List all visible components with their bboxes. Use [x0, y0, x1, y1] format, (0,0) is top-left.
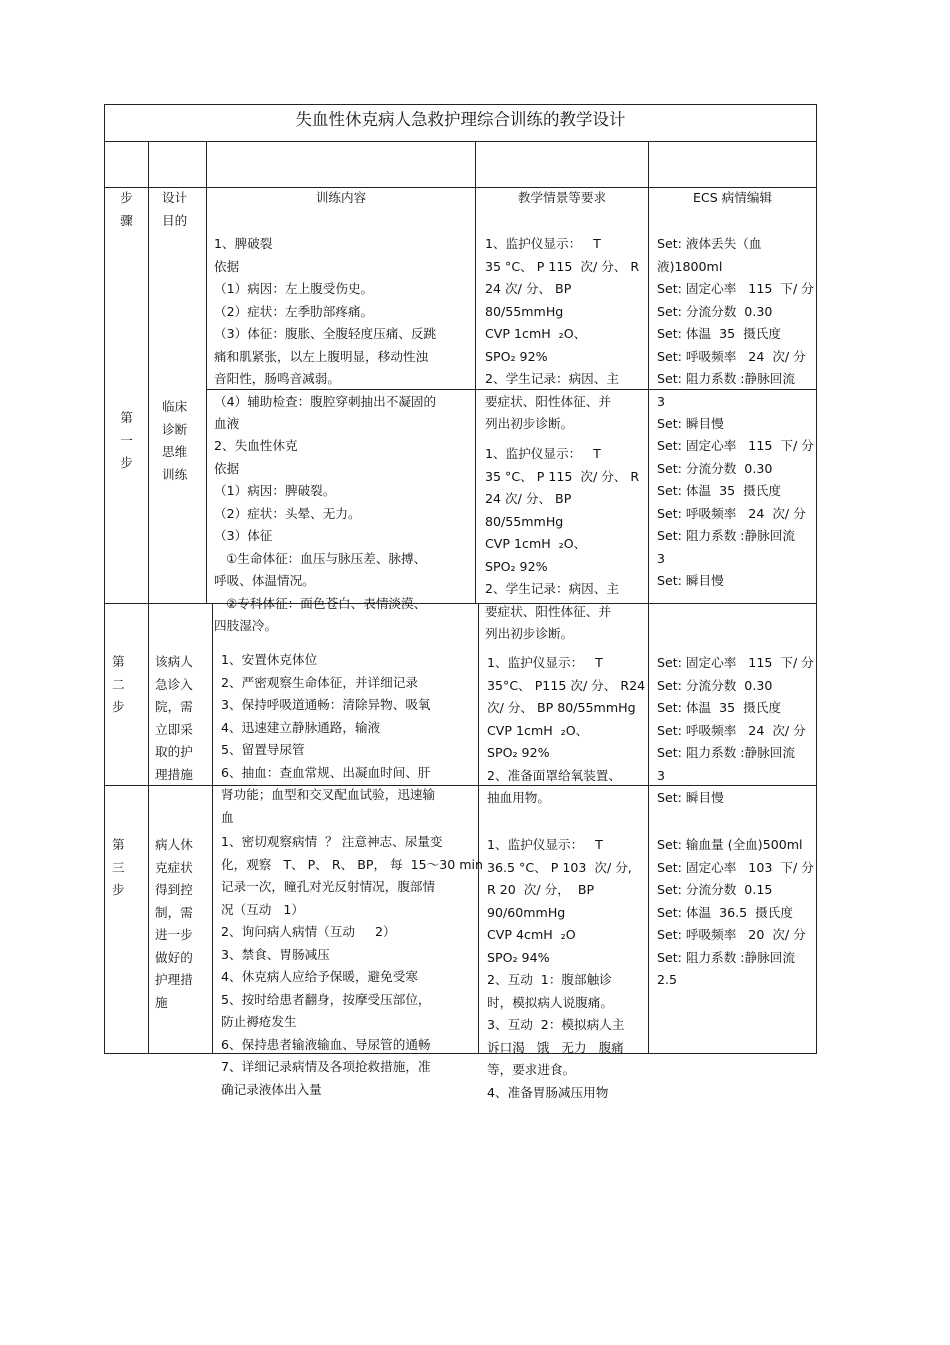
rule-col1	[148, 141, 149, 1053]
header-content: 训练内容	[315, 190, 367, 205]
header-ecs: ECS 病情编辑	[692, 190, 773, 205]
step1a-ecs: Set: 液体丢失（血 液)1800ml Set: 固定心率 115 下/ 分 Set: 分流分数 0.30 Set: 体温 35 摄氏度 Set: 呼吸频率 24 次/ 分 Set: 阻力系数 :静脉回流 3 Set: 瞬目慢	[657, 236, 814, 431]
step1b-content: 2、失血性休克 依据 （1）病因：脾破裂。 （2）症状：头晕、无力。 （3）体征 ①生命体征：血压与脉压差、脉搏、 呼吸、体温情况。 ②专科体征：面色苍白、表情淡漠、 四肢湿冷。	[214, 438, 427, 633]
step3-content: 1、密切观察病情 ？ 注意神志、尿量变 化，观察 T、 P、 R、 BP， 每 15～30 min 记录一次，瞳孔对光反射情况，腹部情 况（互动 1） 2、询问病人病情（互动 2） 3、禁食、胃肠减压 4、休克病人应给予保暖，避免受寒 5、按时给患者翻身，按摩受压部位， 防止褥疮发生 6、保持患者输液输血、导尿管的通畅 7、详细记录病情及各项抢救措施，准 确记录液体出入量	[221, 834, 484, 1097]
step2-content: 1、安置休克体位 2、严密观察生命体征，并详细记录 3、保持呼吸道通畅：清除异物、吸氧 4、迅速建立静脉通路，输液 5、留置导尿管 6、抽血：查血常规、出凝血时间、肝 肾功能；血型和交叉配血试验，迅速输 血	[221, 652, 436, 825]
rule-col4	[648, 141, 649, 1053]
rule-col2-lower	[212, 603, 213, 1053]
step1-purpose: 临床 诊断 思维 训练	[162, 399, 188, 482]
header-purpose: 设计 目的	[162, 190, 188, 228]
header-step: 步 骤	[120, 190, 133, 228]
step2-purpose: 该病人 急诊入 院，需 立即采 取的护 理措施	[155, 654, 193, 782]
header-scene: 教学情景等要求	[517, 190, 607, 205]
step3-ecs: Set: 输血量 (全血)500ml Set: 固定心率 103 下/ 分 Set: 分流分数 0.15 Set: 体温 36.5 摄氏度 Set: 呼吸频率 20 次/ 分 Set: 阻力系数 :静脉回流 2.5	[657, 837, 814, 987]
step3-scene: 1、监护仪显示： T 36.5 °C、 P 103 次/ 分, R 20 次/ 分， BP 90/60mmHg CVP 4cmH ₂O SPO₂ 94% 2、互动 1：腹部触诊 时，模拟病人说腹痛。 3、互动 2：模拟病人主 诉口渴 饿 无力 腹痛 等，要求进食。 4、准备胃肠减压用物	[487, 837, 632, 1100]
step1b-scene: 1、监护仪显示： T 35 °C、 P 115 次/ 分、 R 24 次/ 分、 BP 80/55mmHg CVP 1cmH ₂O、 SPO₂ 92% 2、学生记录：病因、主 要症状、阳性体征、并 列出初步诊断。	[485, 446, 640, 641]
step3-purpose: 病人休 克症状 得到控 制，需 进一步 做好的 护理措 施	[155, 837, 193, 1010]
step2-scene: 1、监护仪显示： T 35°C、 P115 次/ 分、 R24 次/ 分、 BP 80/55mmHg CVP 1cmH ₂O、 SPO₂ 92% 2、准备面罩给氧装置、 抽血用物。	[487, 655, 646, 805]
step2-ecs: Set: 固定心率 115 下/ 分 Set: 分流分数 0.30 Set: 体温 35 摄氏度 Set: 呼吸频率 24 次/ 分 Set: 阻力系数 :静脉回流 3 Set: 瞬目慢	[657, 655, 814, 805]
step1-label: 第 一 步	[120, 410, 133, 470]
step2-label: 第 二 步	[112, 654, 125, 714]
step1b-ecs: Set: 固定心率 115 下/ 分 Set: 分流分数 0.30 Set: 体温 35 摄氏度 Set: 呼吸频率 24 次/ 分 Set: 阻力系数 :静脉回流 3 Set: 瞬目慢	[657, 438, 814, 588]
step1a-content: 1、脾破裂 依据 （1）病因：左上腹受伤史。 （2）症状：左季肋部疼痛。 （3）体征：腹胀、全腹轻度压痛、反跳 痛和肌紧张，以左上腹明显，移动性浊 音阳性，肠鸣音减弱。 （4）辅助检查：腹腔穿刺抽出不凝固的 血液	[214, 236, 437, 431]
table-title: 失血性休克病人急救护理综合训练的教学设计	[295, 110, 626, 129]
step1a-scene: 1、监护仪显示： T 35 °C、 P 115 次/ 分、 R 24 次/ 分、 BP 80/55mmHg CVP 1cmH ₂O、 SPO₂ 92% 2、学生记录：病因、主 要症状、阳性体征、并 列出初步诊断。	[485, 236, 640, 431]
step3-label: 第 三 步	[112, 837, 125, 897]
